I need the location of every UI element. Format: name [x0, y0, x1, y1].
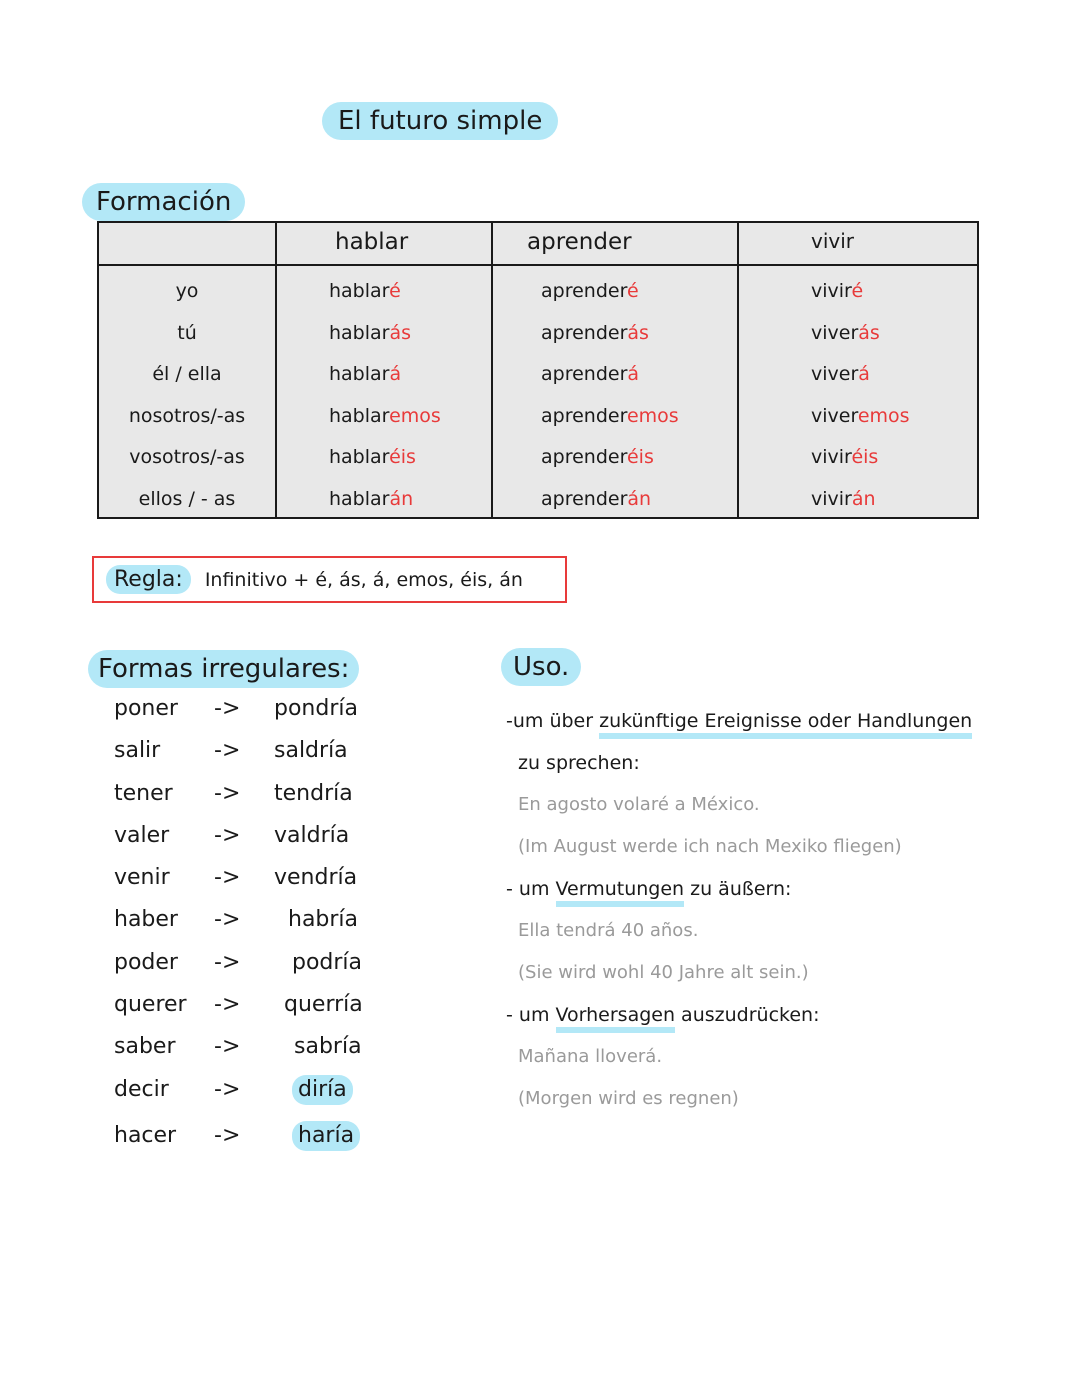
vivir-column	[811, 271, 910, 520]
pronoun: él / ella	[152, 363, 222, 385]
example-translation: (Sie wird wohl 40 Jahre alt sein.)	[518, 962, 809, 983]
uso-line: -um über zukünftige Ereignisse oder Handlungen	[506, 700, 1046, 742]
pronoun: yo	[175, 280, 199, 302]
conjugation-cell: hablará	[329, 363, 402, 385]
conjugation-cell: hablarán	[329, 487, 414, 510]
irregulares-heading: Formas irregulares:	[88, 650, 359, 688]
conjugation-cell: hablarás	[329, 321, 412, 344]
conjugation-cell: viviréis	[811, 446, 879, 468]
pronoun: vosotros/-as	[129, 446, 245, 468]
pronoun: nosotros/-as	[128, 404, 246, 427]
example-translation: (Im August werde ich nach Mexiko fliegen)	[518, 836, 902, 857]
conjugation-cell: aprenderán	[541, 487, 652, 510]
page-title: El futuro simple	[322, 102, 558, 140]
hablar-column	[329, 271, 441, 520]
rule-text: Infinitivo + é, ás, á, emos, éis, án	[204, 568, 523, 591]
conjugation-cell: aprenderá	[541, 363, 640, 385]
conjugation-cell: viveremos	[811, 404, 910, 427]
conjugation-cell: viviré	[811, 280, 864, 302]
aprender-column	[541, 271, 679, 520]
conjugation-cell: aprenderás	[541, 321, 649, 344]
conjugation-cell: vivirán	[811, 487, 876, 510]
formacion-heading: Formación	[82, 183, 245, 221]
pronoun: ellos / - as	[138, 487, 236, 510]
uso-heading: Uso.	[501, 648, 581, 686]
conjugation-cell: aprenderéis	[541, 446, 654, 468]
header-hablar: hablar	[335, 229, 409, 255]
uso-section	[506, 700, 1046, 1120]
conjugation-cell: hablaréis	[329, 446, 416, 468]
uso-line: zu sprechen:	[518, 752, 640, 774]
conjugation-cell: aprenderemos	[541, 404, 679, 427]
rule-box	[92, 556, 567, 603]
pronoun: tú	[177, 321, 197, 344]
conjugation-table	[97, 221, 979, 519]
pronoun-column	[99, 271, 275, 520]
header-vivir: vivir	[811, 229, 855, 253]
example-sentence: En agosto volaré a México.	[518, 794, 760, 815]
conjugation-cell: viverá	[811, 363, 870, 385]
header-aprender: aprender	[527, 229, 632, 255]
example-sentence: Mañana lloverá.	[518, 1046, 663, 1067]
conjugation-cell: aprenderé	[541, 280, 639, 302]
example-translation: (Morgen wird es regnen)	[518, 1088, 739, 1109]
rule-label: Regla:	[106, 565, 191, 594]
uso-line: - um Vermutungen zu äußern:	[506, 868, 1046, 910]
conjugation-cell: hablaré	[329, 280, 401, 302]
example-sentence: Ella tendrá 40 años.	[518, 920, 699, 941]
conjugation-cell: hablaremos	[329, 404, 441, 427]
conjugation-cell: viverás	[811, 321, 880, 344]
uso-line: - um Vorhersagen auszudrücken:	[506, 994, 1046, 1036]
